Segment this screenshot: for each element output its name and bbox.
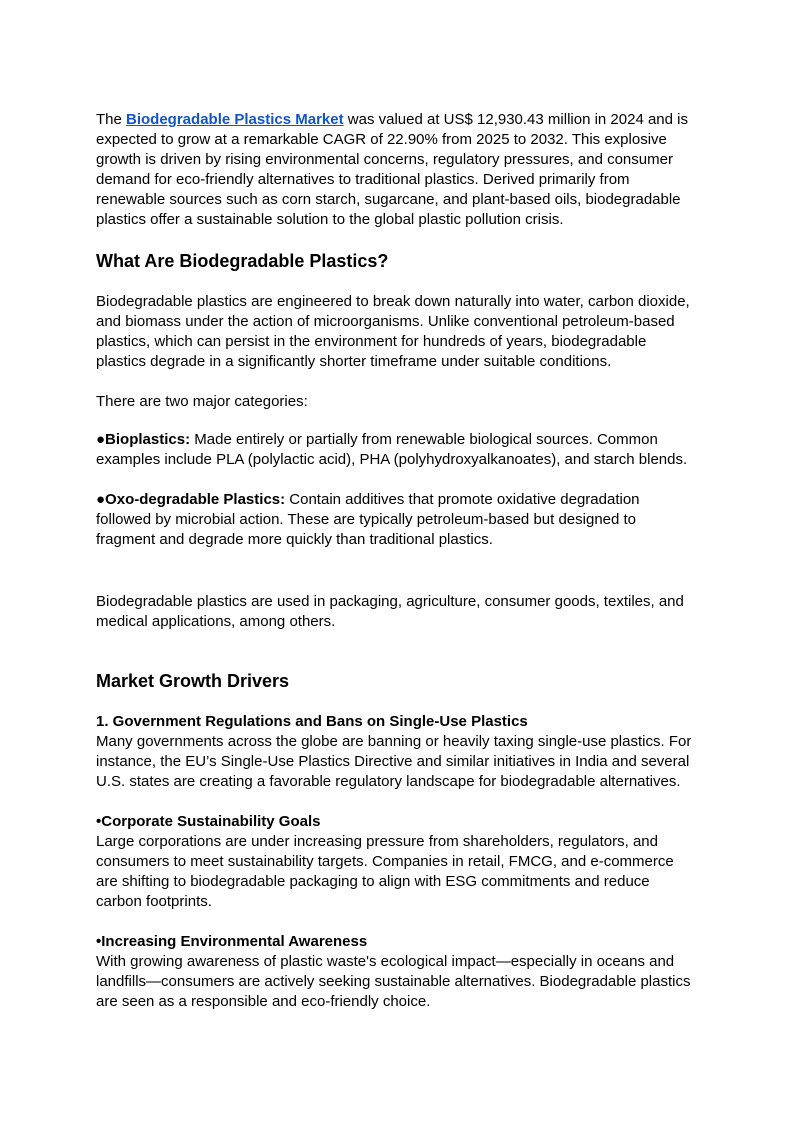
intro-paragraph <box>96 110 697 230</box>
bullet-oxo-degradable-label: ●Oxo-degradable Plastics: <box>96 491 286 508</box>
categories-intro-paragraph: There are two major categories: <box>96 393 308 410</box>
bullet-bioplastics-label: ●Bioplastics: <box>96 431 191 448</box>
driver-environmental-awareness <box>96 932 697 1012</box>
driver-environmental-awareness-title: •Increasing Environmental Awareness <box>96 933 368 950</box>
intro-suffix-text: was valued at US$ 12,930.43 million in 2024 and is expected to grow at a remarkable CAGR of 22.90% from 2025 to 2032. This explosive growth is driven by rising environmental concerns, regulatory pressures, and consumer demand for eco-friendly alternatives to traditional plastics. Derived primarily from renewable sources such as corn starch, sugarcane, and plant-based oils, biodegradable plastics offer a sustainable solution to the global plastic pollution crisis. <box>96 111 688 228</box>
heading-what-are-biodegradable-plastics: What Are Biodegradable Plastics? <box>96 251 389 271</box>
driver-corporate-sustainability-body: Large corporations are under increasing pressure from shareholders, regulators, and consumers to meet sustainability targets. Companies in retail, FMCG, and e-commerce are shifting to biodegradable packaging to align with ESG commitments and reduce carbon footprints. <box>96 833 674 910</box>
driver-government-regulations-body: Many governments across the globe are banning or heavily taxing single-use plastics. For instance, the EU’s Single-Use Plastics Directive and similar initiatives in India and several U.S. states are creating a favorable regulatory landscape for biodegradable alternatives. <box>96 733 692 790</box>
bullet-bioplastics <box>96 430 697 470</box>
driver-corporate-sustainability-title: •Corporate Sustainability Goals <box>96 813 321 830</box>
bullet-bioplastics-text: Made entirely or partially from renewable biological sources. Common examples include PLA (polylactic acid), PHA (polyhydroxyalkanoates), and starch blends. <box>96 431 688 468</box>
driver-environmental-awareness-body: With growing awareness of plastic waste's ecological impact—especially in oceans and landfills—consumers are actively seeking sustainable alternatives. Biodegradable plastics are seen as a responsible and eco-friendly choice. <box>96 953 691 1010</box>
intro-prefix-text: The <box>96 111 127 128</box>
bullet-oxo-degradable-text: Contain additives that promote oxidative degradation followed by microbial action. These are typically petroleum-based but designed to fragment and degrade more quickly than traditional plastics. <box>96 491 640 548</box>
bullet-oxo-degradable <box>96 490 697 550</box>
driver-government-regulations-title: 1. Government Regulations and Bans on Single-Use Plastics <box>96 713 528 730</box>
driver-government-regulations <box>96 712 697 792</box>
heading-market-growth-drivers: Market Growth Drivers <box>96 671 290 691</box>
biodegradable-plastics-market-link[interactable]: Biodegradable Plastics Market <box>126 111 344 128</box>
what-are-description-paragraph: Biodegradable plastics are engineered to break down naturally into water, carbon dioxide, and biomass under the action of microorganisms. Unlike conventional petroleum-based plastics, which can persist in the environment for hundreds of years, biodegradable plastics degrade in a significantly shorter timeframe under suitable conditions. <box>96 293 690 370</box>
driver-corporate-sustainability <box>96 812 697 912</box>
applications-paragraph: Biodegradable plastics are used in packaging, agriculture, consumer goods, textiles, and medical applications, among others. <box>96 593 684 630</box>
